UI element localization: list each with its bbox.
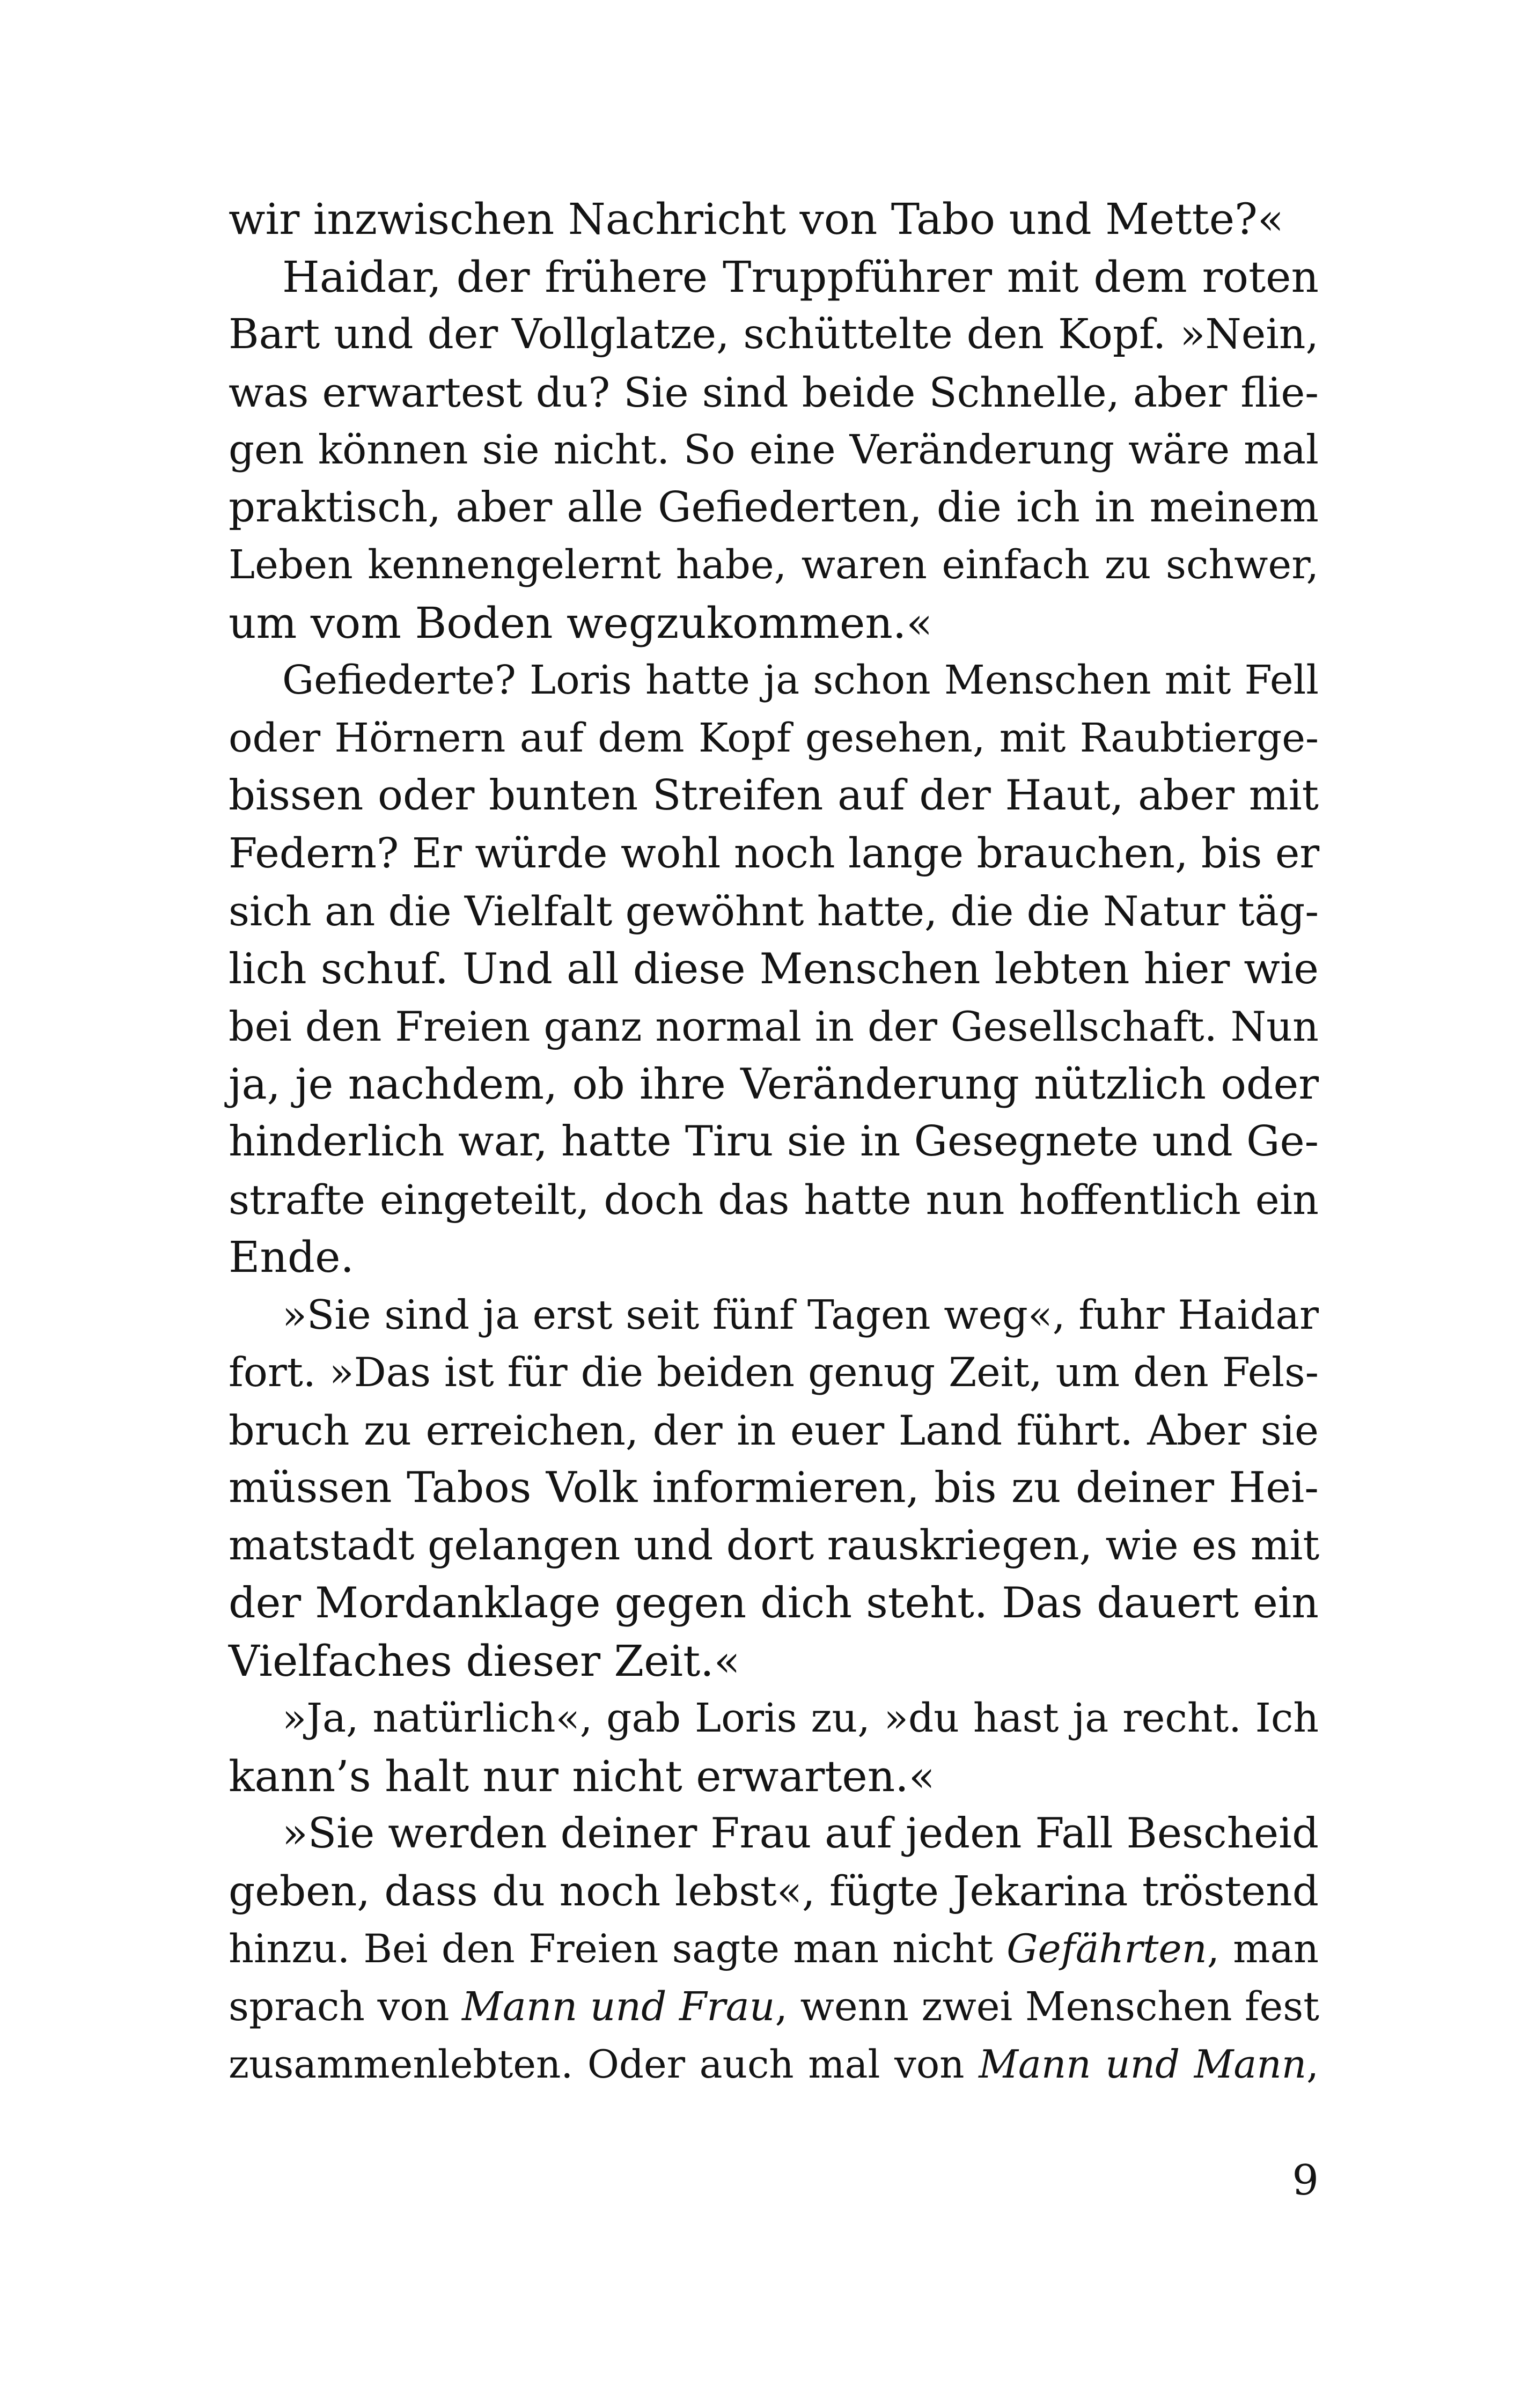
text-segment: wir inzwischen Nachricht von Tabo und Mette?« <box>229 194 1284 244</box>
text-segment: Bart und der Vollglatze, schüttelte den Kopf. »Nein, <box>229 311 1319 358</box>
text-segment: »Sie sind ja erst seit fünf Tagen weg«, fuhr Haidar <box>282 1291 1319 1338</box>
text-line <box>229 306 1319 364</box>
text-segment: müssen Tabos Volk informieren, bis zu deiner Hei- <box>229 1463 1319 1512</box>
text-line <box>229 940 1319 998</box>
text-segment: kann’s halt nur nicht erwarten.« <box>229 1751 935 1801</box>
text-line <box>229 2036 1319 2094</box>
text-segment: Leben kennengelernt habe, waren einfach zu schwer, <box>229 542 1319 588</box>
text-segment: bissen oder bunten Streifen auf der Haut, aber mit <box>229 771 1319 820</box>
text-line <box>229 1113 1319 1171</box>
text-segment: strafte eingeteilt, doch das hatte nun hoffentlich ein <box>229 1175 1319 1224</box>
text-line <box>229 1690 1319 1748</box>
text-line <box>229 1459 1319 1517</box>
text-line <box>229 1228 1319 1286</box>
text-line <box>229 1286 1319 1344</box>
text-line <box>229 1402 1319 1460</box>
text-line <box>229 479 1319 537</box>
text-segment: der Mordanklage gegen dich steht. Das dauert ein <box>229 1578 1319 1628</box>
text-segment: lich schuf. Und all diese Menschen lebten hier wie <box>229 944 1319 993</box>
text-line <box>229 536 1319 594</box>
text-segment: bruch zu erreichen, der in euer Land führt. Aber sie <box>229 1406 1319 1454</box>
text-line <box>229 1863 1319 1921</box>
italic-text-segment: Mann und Mann <box>979 2042 1307 2087</box>
book-page-text <box>229 190 1319 2094</box>
text-segment: »Ja, natürlich«, gab Loris zu, »du hast ja recht. Ich <box>282 1695 1319 1741</box>
text-line <box>229 421 1319 479</box>
text-segment: , wenn zwei Menschen fest <box>775 1983 1319 2030</box>
text-line <box>229 825 1319 883</box>
text-segment: Haidar, der frühere Truppführer mit dem roten <box>282 252 1319 302</box>
text-segment: hinzu. Bei den Freien sagte man nicht <box>229 1926 1007 1972</box>
text-segment: fort. »Das ist für die beiden genug Zeit, um den Fels- <box>229 1349 1319 1396</box>
text-line <box>229 998 1319 1056</box>
text-line <box>229 248 1319 306</box>
text-line <box>229 1056 1319 1114</box>
text-segment: geben, dass du noch lebst«, fügte Jekarina tröstend <box>229 1867 1319 1916</box>
text-segment: oder Hörnern auf dem Kopf gesehen, mit Raubtierge- <box>229 715 1319 761</box>
text-segment: bei den Freien ganz normal in der Gesellschaft. Nun <box>229 1003 1319 1050</box>
text-line <box>229 594 1319 652</box>
text-line <box>229 1632 1319 1690</box>
text-segment: hinderlich war, hatte Tiru sie in Gesegnete und Ge- <box>229 1117 1319 1166</box>
text-line <box>229 652 1319 710</box>
text-line <box>229 767 1319 825</box>
text-segment: ja, je nachdem, ob ihre Veränderung nützlich oder <box>229 1059 1319 1109</box>
text-line <box>229 364 1319 422</box>
text-segment: , <box>1306 2042 1319 2087</box>
text-segment: zusammenlebten. Oder auch mal von <box>229 2042 979 2087</box>
text-line <box>229 1344 1319 1402</box>
text-line <box>229 1171 1319 1229</box>
text-line <box>229 1805 1319 1863</box>
page-number: 9 <box>1292 2156 1319 2205</box>
text-segment: Federn? Er würde wohl noch lange brauchen, bis er <box>229 829 1320 878</box>
text-segment: Ende. <box>229 1232 354 1282</box>
text-segment: sich an die Vielfalt gewöhnt hatte, die die Natur täg- <box>229 887 1319 935</box>
text-segment: »Sie werden deiner Frau auf jeden Fall Bescheid <box>282 1809 1319 1858</box>
text-segment: was erwartest du? Sie sind beide Schnelle, aber flie- <box>229 368 1319 416</box>
text-segment: matstadt gelangen und dort rauskriegen, wie es mit <box>229 1521 1320 1570</box>
text-segment: Gefiederte? Loris hatte ja schon Menschen mit Fell <box>282 657 1319 703</box>
text-segment: gen können sie nicht. So eine Veränderung wäre mal <box>229 426 1319 473</box>
text-segment: sprach von <box>229 1983 462 2030</box>
text-segment: praktisch, aber alle Gefiederten, die ich in meinem <box>229 483 1319 532</box>
italic-text-segment: Mann und Frau <box>462 1983 775 2030</box>
text-line <box>229 710 1319 768</box>
text-line <box>229 1574 1319 1632</box>
text-line <box>229 190 1319 248</box>
italic-text-segment: Gefährten <box>1006 1926 1207 1972</box>
text-line <box>229 882 1319 940</box>
text-segment: Vielfaches dieser Zeit.« <box>229 1636 740 1686</box>
text-line <box>229 1978 1319 2036</box>
text-segment: um vom Boden wegzukommen.« <box>229 598 933 648</box>
text-line <box>229 1920 1319 1978</box>
text-line <box>229 1748 1319 1806</box>
text-line <box>229 1517 1319 1575</box>
text-segment: , man <box>1207 1926 1319 1972</box>
